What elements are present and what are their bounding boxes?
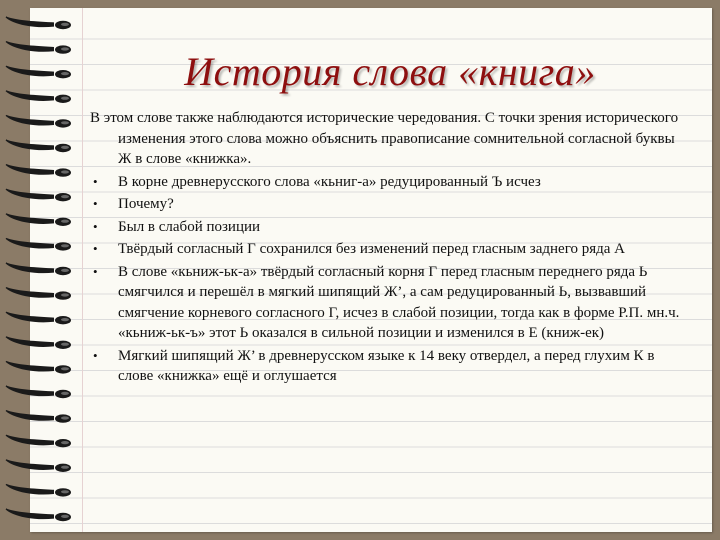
binding-ring xyxy=(6,263,71,275)
binding-ring xyxy=(6,140,71,152)
list-item xyxy=(90,346,690,387)
list-item-text: В корне древнерусского слова «кьниг-а» редуцированный Ъ исчез xyxy=(118,173,541,190)
binding-ring xyxy=(6,509,71,521)
binding-ring xyxy=(6,214,71,226)
list-item xyxy=(90,194,690,215)
binding-ring xyxy=(6,91,71,103)
list-item-text: Мягкий шипящий Ж’ в древнерусском языке к 14 веку отвердел, а перед глухим К в слове «книжка» ещё и оглушается xyxy=(118,347,655,384)
bullet-icon: • xyxy=(93,173,98,189)
binding-ring xyxy=(6,66,71,78)
list-item-text: В слове «кьниж-ьк-а» твёрдый согласный корня Г перед гласным переднего ряда Ь смягчился и перешёл в мягкий шипящий Ж’, а сам редуцированный Ь, вызвавший смягчение корневого согласного Г, исчез в слабой позиции, тогда как в форме Р.П. мн.ч. «кьниж-ьк-ъ» этот Ь оказался в сильной позиции и изменился в Е (книж-ек) xyxy=(118,263,680,341)
list-item-text: Твёрдый согласный Г сохранился без изменений перед гласным заднего ряда А xyxy=(118,241,626,257)
list-item xyxy=(90,239,690,260)
binding-ring xyxy=(6,386,71,398)
list-item xyxy=(90,217,690,238)
list-item xyxy=(90,172,690,193)
list-item xyxy=(90,262,690,344)
binding-ring xyxy=(6,288,71,300)
binding-ring xyxy=(6,115,71,127)
intro-paragraph: В этом слове также наблюдаются исторические чередования. С точки зрения исторического изменения этого слова можно объяснить правописание сомнительной согласной буквы Ж в слове «книжка». xyxy=(90,110,679,167)
binding-ring xyxy=(6,238,71,250)
page-margin-line xyxy=(82,8,83,532)
bullet-icon: • xyxy=(93,347,98,363)
binding-ring xyxy=(6,42,71,54)
binding-ring xyxy=(6,435,71,447)
binding-ring xyxy=(6,484,71,496)
binding-ring xyxy=(6,361,71,373)
bullet-icon: • xyxy=(93,218,98,234)
list-item-text: Почему? xyxy=(118,196,174,212)
binding-ring xyxy=(6,17,71,29)
binding-ring xyxy=(6,411,71,423)
spiral-binding-icon xyxy=(0,14,80,534)
bullet-icon: • xyxy=(93,241,98,256)
slide-title: История слова «книга» xyxy=(184,49,596,94)
bullet-list xyxy=(90,172,690,387)
binding-ring xyxy=(6,460,71,472)
binding-ring xyxy=(6,165,71,177)
bullet-icon: • xyxy=(93,263,98,279)
binding-ring xyxy=(6,312,71,324)
binding-ring xyxy=(6,337,71,349)
slide-content xyxy=(90,108,690,389)
bullet-icon: • xyxy=(93,196,98,211)
list-item-text: Был в слабой позиции xyxy=(118,218,261,235)
binding-ring xyxy=(6,189,71,201)
